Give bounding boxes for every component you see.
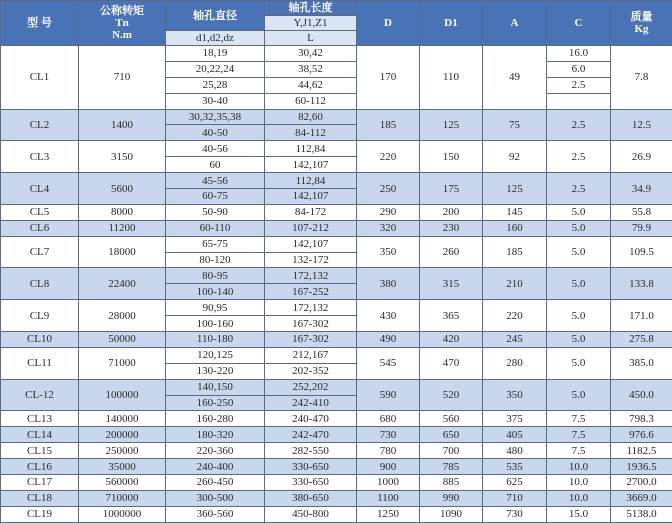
cell-mass: 450.0	[611, 379, 672, 411]
cell-mass: 1182.5	[611, 443, 672, 459]
cell-mass: 5138.0	[611, 506, 672, 522]
cell-bore-diameter: 50-90	[166, 204, 265, 220]
header-model: 型 号	[1, 1, 79, 46]
cell-bore-length: 38,52	[265, 61, 357, 77]
cell-mass: 133.8	[611, 268, 672, 300]
table-body	[1, 46, 672, 523]
cell-D1: 1090	[420, 506, 483, 522]
cell-mass: 109.5	[611, 236, 672, 268]
cell-model: CL1	[1, 46, 79, 110]
cell-A: 92	[483, 141, 547, 173]
cell-bore-diameter: 240-400	[166, 459, 265, 475]
cell-C: 16.0	[547, 46, 611, 62]
cell-model: CL4	[1, 173, 79, 205]
cell-bore-length: 142,107	[265, 189, 357, 205]
cell-bore-diameter: 90,95	[166, 300, 265, 316]
cell-torque: 560000	[79, 475, 166, 491]
cell-model: CL9	[1, 300, 79, 332]
cell-C: 5.0	[547, 236, 611, 268]
cell-D: 430	[357, 300, 420, 332]
header-bore-length-sub1: Y,J1,Z1	[265, 16, 357, 31]
cell-bore-length: 252,202	[265, 379, 357, 395]
cell-bore-length: 142,107	[265, 157, 357, 173]
cell-bore-diameter: 220-360	[166, 443, 265, 459]
cell-bore-length: 167-302	[265, 332, 357, 348]
cell-bore-diameter: 300-500	[166, 490, 265, 506]
cell-D1: 470	[420, 347, 483, 379]
cell-bore-diameter: 45-56	[166, 173, 265, 189]
table-row	[1, 411, 672, 427]
cell-bore-length: 242-410	[265, 395, 357, 411]
cell-model: CL14	[1, 427, 79, 443]
cell-model: CL-12	[1, 379, 79, 411]
header-C: C	[547, 1, 611, 46]
cell-model: CL7	[1, 236, 79, 268]
cell-bore-diameter: 25,28	[166, 77, 265, 93]
table-row	[1, 46, 672, 62]
cell-model: CL11	[1, 347, 79, 379]
cell-mass: 385.0	[611, 347, 672, 379]
cell-A: 710	[483, 490, 547, 506]
table-row	[1, 109, 672, 125]
cell-bore-length: 107-212	[265, 220, 357, 236]
cell-bore-diameter: 110-180	[166, 332, 265, 348]
cell-torque: 1400	[79, 109, 166, 141]
cell-D1: 420	[420, 332, 483, 348]
header-torque-line2: Tn	[79, 17, 165, 29]
cell-D: 220	[357, 141, 420, 173]
cell-D1: 520	[420, 379, 483, 411]
cell-D: 730	[357, 427, 420, 443]
cell-mass: 275.8	[611, 332, 672, 348]
header-bore-length-sub2: L	[265, 31, 357, 46]
cell-torque: 8000	[79, 204, 166, 220]
cell-mass: 976.6	[611, 427, 672, 443]
cell-D: 780	[357, 443, 420, 459]
cell-torque: 11200	[79, 220, 166, 236]
cell-mass: 798.3	[611, 411, 672, 427]
cell-D1: 365	[420, 300, 483, 332]
cell-D: 900	[357, 459, 420, 475]
cell-bore-diameter: 120,125	[166, 347, 265, 363]
cell-mass: 34.9	[611, 173, 672, 205]
cell-D1: 700	[420, 443, 483, 459]
cell-torque: 18000	[79, 236, 166, 268]
cell-D: 350	[357, 236, 420, 268]
cell-A: 245	[483, 332, 547, 348]
cell-model: CL6	[1, 220, 79, 236]
cell-C: 2.5	[547, 173, 611, 205]
table-header	[1, 1, 672, 46]
cell-bore-diameter: 60	[166, 157, 265, 173]
cell-bore-diameter: 20,22,24	[166, 61, 265, 77]
cell-model: CL19	[1, 506, 79, 522]
cell-torque: 22400	[79, 268, 166, 300]
cell-bore-diameter: 160-250	[166, 395, 265, 411]
cell-bore-length: 172,132	[265, 268, 357, 284]
cell-C: 10.0	[547, 475, 611, 491]
cell-model: CL5	[1, 204, 79, 220]
cell-mass: 3669.0	[611, 490, 672, 506]
cell-bore-diameter: 30,32,35,38	[166, 109, 265, 125]
cell-C: 15.0	[547, 506, 611, 522]
cell-model: CL18	[1, 490, 79, 506]
cell-A: 480	[483, 443, 547, 459]
table-row	[1, 506, 672, 522]
cell-C: 5.0	[547, 300, 611, 332]
table-row	[1, 490, 672, 506]
cell-D: 1250	[357, 506, 420, 522]
table-row	[1, 459, 672, 475]
cell-C: 2.5	[547, 109, 611, 141]
cell-A: 210	[483, 268, 547, 300]
header-D1: D1	[420, 1, 483, 46]
cell-model: CL13	[1, 411, 79, 427]
header-torque	[79, 1, 166, 46]
table-row	[1, 300, 672, 316]
cell-torque: 5600	[79, 173, 166, 205]
cell-mass: 7.8	[611, 46, 672, 110]
cell-model: CL3	[1, 141, 79, 173]
header-bore-diameter-sub: d1,d2,dz	[166, 31, 265, 46]
header-torque-line3: N.m	[79, 29, 165, 41]
cell-torque: 710	[79, 46, 166, 110]
cell-D1: 885	[420, 475, 483, 491]
cell-bore-length: 450-800	[265, 506, 357, 522]
cell-C: 5.0	[547, 220, 611, 236]
cell-model: CL17	[1, 475, 79, 491]
cell-bore-length: 380-650	[265, 490, 357, 506]
cell-D1: 230	[420, 220, 483, 236]
table-row	[1, 204, 672, 220]
cell-D: 545	[357, 347, 420, 379]
cell-bore-length: 142,107	[265, 236, 357, 252]
cell-bore-length: 112,84	[265, 141, 357, 157]
cell-D1: 260	[420, 236, 483, 268]
cell-bore-diameter: 260-450	[166, 475, 265, 491]
cell-A: 185	[483, 236, 547, 268]
cell-bore-length: 172,132	[265, 300, 357, 316]
cell-C: 10.0	[547, 459, 611, 475]
table-row	[1, 427, 672, 443]
table-row	[1, 332, 672, 348]
cell-bore-diameter: 130-220	[166, 363, 265, 379]
header-mass-line1: 质量	[611, 11, 672, 23]
cell-D1: 650	[420, 427, 483, 443]
cell-bore-diameter: 100-140	[166, 284, 265, 300]
header-bore-diameter: 轴孔直径	[166, 1, 265, 31]
cell-bore-diameter: 40-56	[166, 141, 265, 157]
cell-mass: 171.0	[611, 300, 672, 332]
cell-torque: 50000	[79, 332, 166, 348]
cell-C: 5.0	[547, 204, 611, 220]
cell-C: 5.0	[547, 347, 611, 379]
cell-bore-length: 84-112	[265, 125, 357, 141]
cell-mass: 12.5	[611, 109, 672, 141]
cell-D: 380	[357, 268, 420, 300]
cell-torque: 710000	[79, 490, 166, 506]
cell-model: CL2	[1, 109, 79, 141]
cell-D1: 150	[420, 141, 483, 173]
cell-model: CL16	[1, 459, 79, 475]
cell-D1: 785	[420, 459, 483, 475]
header-A: A	[483, 1, 547, 46]
cell-D1: 110	[420, 46, 483, 110]
cell-A: 405	[483, 427, 547, 443]
cell-D: 490	[357, 332, 420, 348]
table-row	[1, 347, 672, 363]
cell-A: 75	[483, 109, 547, 141]
cell-D: 185	[357, 109, 420, 141]
cell-bore-length: 242-470	[265, 427, 357, 443]
header-D: D	[357, 1, 420, 46]
cell-bore-length: 132-172	[265, 252, 357, 268]
cell-bore-diameter: 360-560	[166, 506, 265, 522]
cell-torque: 140000	[79, 411, 166, 427]
cell-bore-length: 330-650	[265, 459, 357, 475]
table-row	[1, 379, 672, 395]
cell-bore-length: 282-550	[265, 443, 357, 459]
cell-bore-length: 112,84	[265, 173, 357, 189]
cell-A: 375	[483, 411, 547, 427]
cell-bore-length: 167-252	[265, 284, 357, 300]
cell-D: 590	[357, 379, 420, 411]
table-row	[1, 236, 672, 252]
cell-D1: 200	[420, 204, 483, 220]
cell-bore-length: 84-172	[265, 204, 357, 220]
cell-bore-diameter: 140,150	[166, 379, 265, 395]
cell-bore-diameter: 80-95	[166, 268, 265, 284]
cell-torque: 250000	[79, 443, 166, 459]
cell-bore-length: 60-112	[265, 93, 357, 109]
cell-D1: 125	[420, 109, 483, 141]
cell-A: 350	[483, 379, 547, 411]
cell-mass: 1936.5	[611, 459, 672, 475]
cell-model: CL10	[1, 332, 79, 348]
cell-bore-diameter: 80-120	[166, 252, 265, 268]
cell-A: 145	[483, 204, 547, 220]
table-row	[1, 173, 672, 189]
cell-torque: 35000	[79, 459, 166, 475]
cell-bore-diameter: 100-160	[166, 316, 265, 332]
table-row	[1, 268, 672, 284]
cell-bore-diameter: 40-50	[166, 125, 265, 141]
cell-C: 7.5	[547, 443, 611, 459]
cell-C: 10.0	[547, 490, 611, 506]
cell-A: 125	[483, 173, 547, 205]
cell-bore-length: 167-302	[265, 316, 357, 332]
cell-D: 290	[357, 204, 420, 220]
cell-bore-length: 44,62	[265, 77, 357, 93]
cell-C: 5.0	[547, 268, 611, 300]
cell-A: 535	[483, 459, 547, 475]
cell-bore-length: 330-650	[265, 475, 357, 491]
cell-bore-length: 202-352	[265, 363, 357, 379]
cell-C	[547, 93, 611, 109]
cell-mass: 2700.0	[611, 475, 672, 491]
table-row	[1, 141, 672, 157]
cell-bore-diameter: 60-110	[166, 220, 265, 236]
cell-model: CL15	[1, 443, 79, 459]
cell-mass: 55.8	[611, 204, 672, 220]
cell-A: 625	[483, 475, 547, 491]
header-bore-length: 轴孔长度	[265, 1, 357, 16]
cell-C: 2.5	[547, 141, 611, 173]
cell-D: 1100	[357, 490, 420, 506]
cell-D: 1000	[357, 475, 420, 491]
cell-bore-length: 30,42	[265, 46, 357, 62]
cell-bore-diameter: 65-75	[166, 236, 265, 252]
cell-D: 170	[357, 46, 420, 110]
header-mass	[611, 1, 672, 46]
cell-C: 5.0	[547, 332, 611, 348]
cell-C: 2.5	[547, 77, 611, 93]
cell-A: 49	[483, 46, 547, 110]
cell-torque: 71000	[79, 347, 166, 379]
cell-C: 5.0	[547, 379, 611, 411]
cell-bore-diameter: 60-75	[166, 189, 265, 205]
cell-bore-diameter: 18,19	[166, 46, 265, 62]
cell-C: 7.5	[547, 411, 611, 427]
cell-bore-diameter: 180-320	[166, 427, 265, 443]
table-row	[1, 475, 672, 491]
cell-C: 7.5	[547, 427, 611, 443]
cell-model: CL8	[1, 268, 79, 300]
cell-mass: 79.9	[611, 220, 672, 236]
cell-D1: 315	[420, 268, 483, 300]
cell-A: 220	[483, 300, 547, 332]
cell-bore-diameter: 30-40	[166, 93, 265, 109]
cell-D: 680	[357, 411, 420, 427]
cell-bore-length: 212,167	[265, 347, 357, 363]
cell-D1: 560	[420, 411, 483, 427]
cell-torque: 100000	[79, 379, 166, 411]
cell-bore-length: 82,60	[265, 109, 357, 125]
cell-torque: 3150	[79, 141, 166, 173]
cell-bore-length: 240-470	[265, 411, 357, 427]
cell-D: 250	[357, 173, 420, 205]
cell-C: 6.0	[547, 61, 611, 77]
cell-D1: 990	[420, 490, 483, 506]
cell-mass: 26.9	[611, 141, 672, 173]
cell-A: 280	[483, 347, 547, 379]
cell-bore-diameter: 160-280	[166, 411, 265, 427]
cell-A: 160	[483, 220, 547, 236]
cell-D: 320	[357, 220, 420, 236]
table-row	[1, 443, 672, 459]
cell-A: 730	[483, 506, 547, 522]
cell-torque: 200000	[79, 427, 166, 443]
header-mass-line2: Kg	[611, 23, 672, 35]
cell-torque: 28000	[79, 300, 166, 332]
header-torque-line1: 公称转矩	[79, 5, 165, 17]
table-row	[1, 220, 672, 236]
cell-torque: 1000000	[79, 506, 166, 522]
cell-D1: 175	[420, 173, 483, 205]
